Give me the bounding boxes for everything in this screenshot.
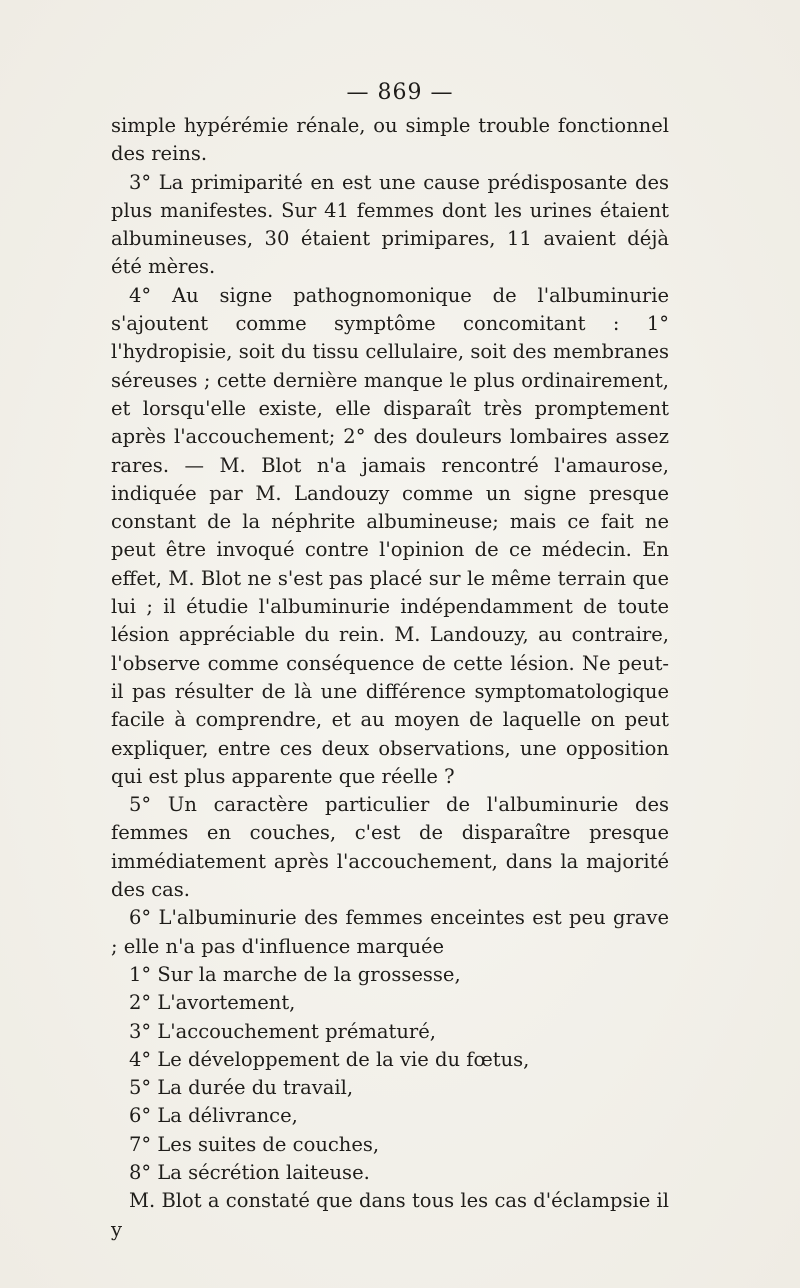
paragraph-symptoms: 4° Au signe pathognomonique de l'albuminurie s'ajoutent comme symptôme concomitant : 1° l'hydropisie, soit du tissu cellulaire, soit des membranes séreuses ; cette dernière manque le plus ordinairement, et lorsqu'elle existe, elle disparaît très promptement après l'accouchement; 2° des douleurs lombaires assez rares. — M. Blot n'a jamais rencontré l'amaurose, indiquée par M. Landouzy comme un signe presque constant de la néphrite albumineuse; mais ce fait ne peut être invoqué contre l'opinion de ce médecin. En effet, M. Blot ne s'est pas placé sur le même terrain que lui ; il étudie l'albuminurie indépendamment de toute lésion appréciable du rein. M. Landouzy, au contraire, l'observe comme conséquence de cette lésion. Ne peut-il pas résulter de là une différence symptomatologique facile à comprendre, et au moyen de laquelle on peut expliquer, entre ces deux observations, une opposition qui est plus apparente que réelle ? (111, 283, 669, 788)
list-item: 6° La délivrance, (129, 1104, 298, 1128)
list-item: 4° Le développement de la vie du fœtus, (129, 1047, 530, 1071)
influence-list (111, 961, 669, 1187)
paragraph-primiparity: 3° La primiparité en est une cause prédisposante des plus manifestes. Sur 41 femmes dont les urines étaient albumineuses, 30 étaient primipares, 11 avaient déjà été mères. (111, 170, 669, 279)
list-item: 5° La durée du travail, (129, 1076, 354, 1100)
list-item: 8° La sécrétion laiteuse. (129, 1160, 370, 1184)
paragraph-continuation: simple hypérémie rénale, ou simple trouble fonctionnel des reins. (111, 114, 669, 166)
paragraph-severity: 6° L'albuminurie des femmes enceintes est peu grave ; elle n'a pas d'influence marquée (111, 906, 669, 958)
list-item: 7° Les suites de couches, (129, 1132, 380, 1156)
closing-line: M. Blot a constaté que dans tous les cas d'éclampsie il y (111, 1189, 669, 1241)
paragraph-postpartum: 5° Un caractère particulier de l'albuminurie des femmes en couches, c'est de disparaître presque immédiatement après l'accouchement, dans la majorité des cas. (111, 793, 669, 902)
list-item: 1° Sur la marche de la grossesse, (129, 962, 461, 986)
list-item: 2° L'avortement, (129, 991, 296, 1015)
page-text (111, 112, 669, 1244)
page-number: — 869 — (346, 80, 454, 105)
list-item: 3° L'accouchement prématuré, (129, 1019, 436, 1043)
